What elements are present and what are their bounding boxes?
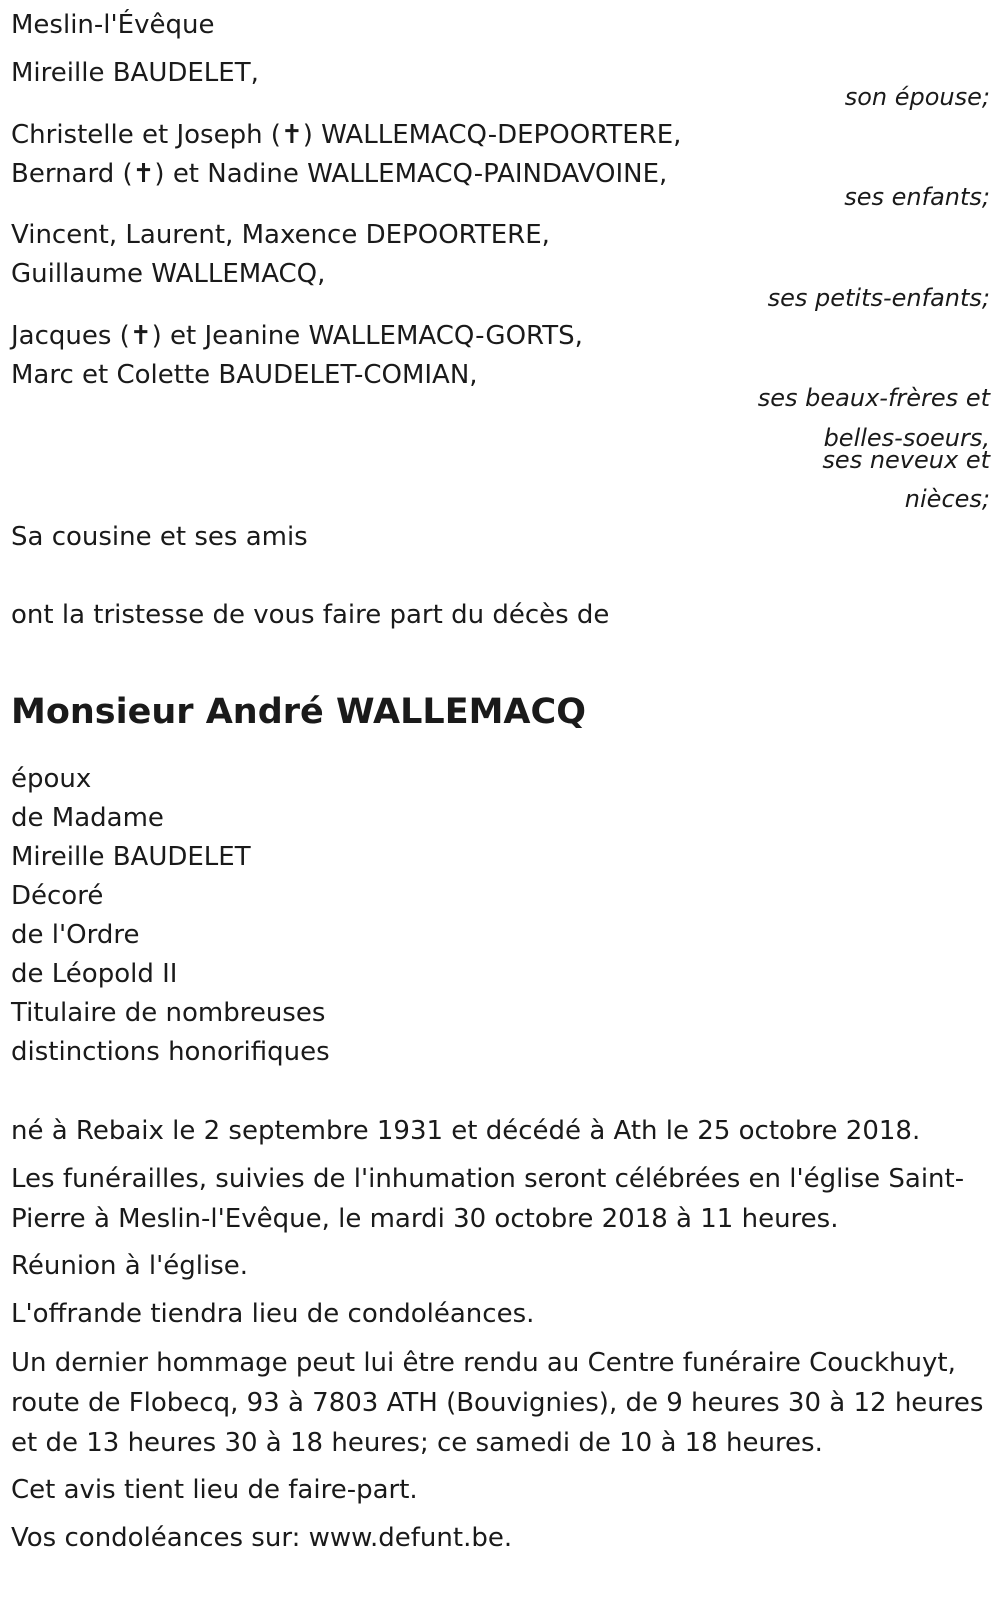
- grandchildren-relation: ses petits-enfants;: [767, 284, 990, 312]
- grandchildren-name-2: Guillaume WALLEMACQ,: [11, 259, 326, 289]
- title-line-6: de Léopold II: [11, 959, 178, 989]
- nephews-relation-line-2: nièces;: [904, 485, 990, 513]
- notice: Cet avis tient lieu de faire-part.: [11, 1475, 418, 1505]
- title-line-8: distinctions honorifiques: [11, 1037, 330, 1067]
- inlaws-name-2: Marc et Colette BAUDELET-COMIAN,: [11, 360, 478, 390]
- funeral-details: Les funérailles, suivies de l'inhumation seront célébrées en l'église Saint-Pierre à Meslin-l'Evêque, le mardi 30 octobre 2018 à 11 heures.: [11, 1164, 965, 1234]
- title-line-5: de l'Ordre: [11, 920, 140, 950]
- spouse-name: Mireille BAUDELET,: [11, 58, 259, 88]
- title-line-2: de Madame: [11, 803, 164, 833]
- announcement: ont la tristesse de vous faire part du décès de: [11, 600, 610, 630]
- condolences-link[interactable]: Vos condoléances sur: www.defunt.be.: [11, 1523, 513, 1553]
- title-line-1: époux: [11, 764, 92, 794]
- title-line-4: Décoré: [11, 881, 104, 911]
- inlaws-name-1: Jacques (✝) et Jeanine WALLEMACQ-GORTS,: [11, 321, 583, 351]
- children-relation: ses enfants;: [844, 183, 990, 211]
- nephews-relation-line-1: ses neveux et: [822, 446, 990, 474]
- title-line-7: Titulaire de nombreuses: [11, 998, 326, 1028]
- homage-details: Un dernier hommage peut lui être rendu au Centre funéraire Couckhuyt, route de Flobecq, 93 à 7803 ATH (Bouvignies), de 9 heures 30 à 12 heures et de 13 heures 30 à 18 heures; ce samedi de 10 à 18 heures.: [11, 1348, 984, 1458]
- children-name-1: Christelle et Joseph (✝) WALLEMACQ-DEPOORTERE,: [11, 120, 682, 150]
- inlaws-relation-line-1: ses beaux-frères et: [757, 384, 990, 412]
- offering: L'offrande tiendra lieu de condoléances.: [11, 1299, 535, 1329]
- spouse-relation: son épouse;: [844, 83, 990, 111]
- inlaws-relation-line-2: belles-soeurs,: [823, 424, 990, 452]
- grandchildren-name-1: Vincent, Laurent, Maxence DEPOORTERE,: [11, 220, 550, 250]
- birth-death-dates: né à Rebaix le 2 septembre 1931 et décédé à Ath le 25 octobre 2018.: [11, 1116, 921, 1146]
- location: Meslin-l'Évêque: [11, 10, 215, 40]
- title-line-3: Mireille BAUDELET: [11, 842, 251, 872]
- deceased-name: Monsieur André WALLEMACQ: [11, 692, 586, 732]
- meeting: Réunion à l'église.: [11, 1251, 249, 1281]
- others: Sa cousine et ses amis: [11, 522, 308, 552]
- children-name-2: Bernard (✝) et Nadine WALLEMACQ-PAINDAVOINE,: [11, 159, 668, 189]
